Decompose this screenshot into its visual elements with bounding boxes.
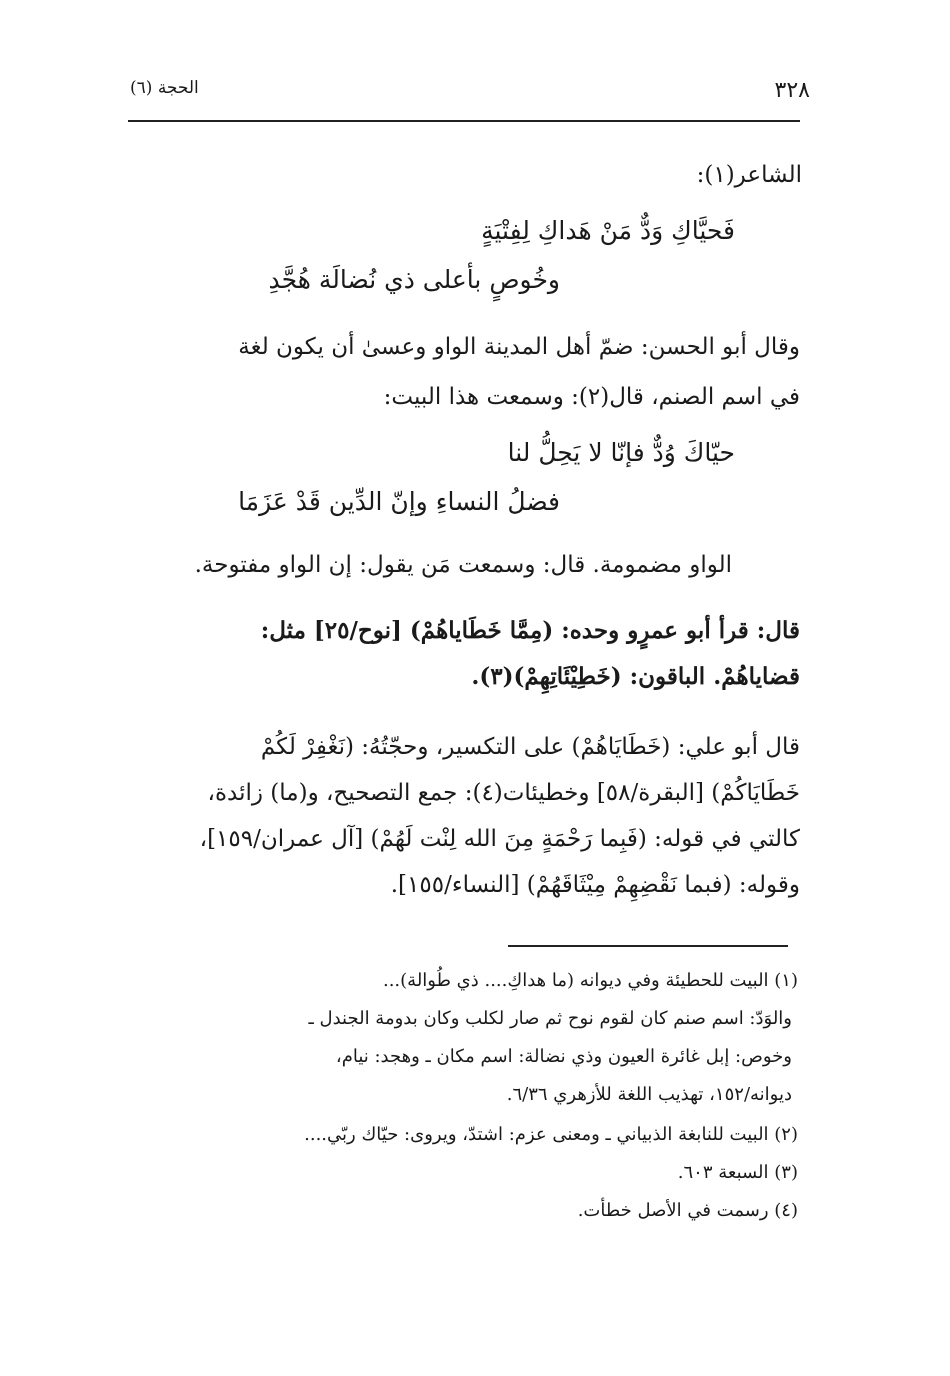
footnote-1-line2: والوَدّ: اسم صنم كان لقوم نوح ثم صار لكلب وكان بدومة الجندل ـ [308,1008,792,1029]
abu-ali-line1: قال أبو علي: (خَطَايَاهُمْ) على التكسير، وحجّتُهُ: (نَغْفِرْ لَكُمْ [260,734,800,760]
qiraat-line2: قضاياهُمْ. الباقون: (خَطِيْئَاتِهِمْ)(٣). [471,663,800,690]
poet-label: الشاعر(١): [696,162,802,188]
paragraph-abu-hasan-line1: وقال أبو الحسن: ضمّ أهل المدينة الواو وعسىٰ أن يكون لغة [238,334,800,360]
running-title: الحجة (٦) [130,78,199,98]
footnote-separator [508,945,788,947]
footnote-1-line3: وخوص: إبل غائرة العيون وذي نضالة: اسم مكان ـ وهجد: نيام، [335,1046,792,1067]
abu-ali-line4: وقوله: (فبما نَقْضِهِمْ مِيْثَاقَهُمْ) [النساء/١٥٥]. [390,872,800,898]
paragraph-abu-hasan-line2: في اسم الصنم، قال(٢): وسمعت هذا البيت: [383,384,800,410]
qiraat-line1: قال: قرأ أبو عمرٍو وحده: (مِمَّا خَطَاياهُمْ) [نوح/٢٥] مثل: [260,617,800,644]
footnote-3: (٣) السبعة ٦٠٣. [677,1162,798,1183]
verse2-hemistich2: فضلُ النساءِ وإنّ الدِّين قَدْ عَزَمَا [238,487,560,516]
verse2-hemistich1: حيّاكَ وُدٌّ فإنّا لا يَحِلُّ لنا [507,438,735,467]
verse1-hemistich1: فَحيَّاكِ وَدٌّ مَنْ هَداكِ لِفِتْيَةٍ [481,216,735,245]
abu-ali-line3: كالتي في قوله: (فَبِما رَحْمَةٍ مِنَ الله لِنْت لَهُمْ) [آل عمران/١٥٩]، [199,826,800,852]
verse1-hemistich2: وخُوصٍ بأعلى ذي نُضالَة هُجَّدِ [268,265,560,294]
footnote-1-line4: ديوانه/١٥٢، تهذيب اللغة للأزهري ٦/٣٦. [506,1084,792,1105]
abu-ali-line2: خَطَايَاكُمْ) [البقرة/٥٨] وخطيئات(٤): جمع التصحيح، و(ما) زائدة، [207,780,800,806]
footnote-1-line1: (١) البيت للحطيئة وفي ديوانه (ما هداكِ.... ذي طُوالة)... [382,970,798,991]
paragraph-waw-note: الواو مضمومة. قال: وسمعت مَن يقول: إن الواو مفتوحة. [194,552,732,578]
page-number: ٣٢٨ [774,78,810,103]
footnote-4: (٤) رسمت في الأصل خطأت. [577,1200,798,1221]
header-rule [128,120,800,122]
footnote-2: (٢) البيت للنابغة الذبياني ـ ومعنى عزم: اشتدّ، ويروى: حيّاك ربّي.... [304,1124,798,1145]
